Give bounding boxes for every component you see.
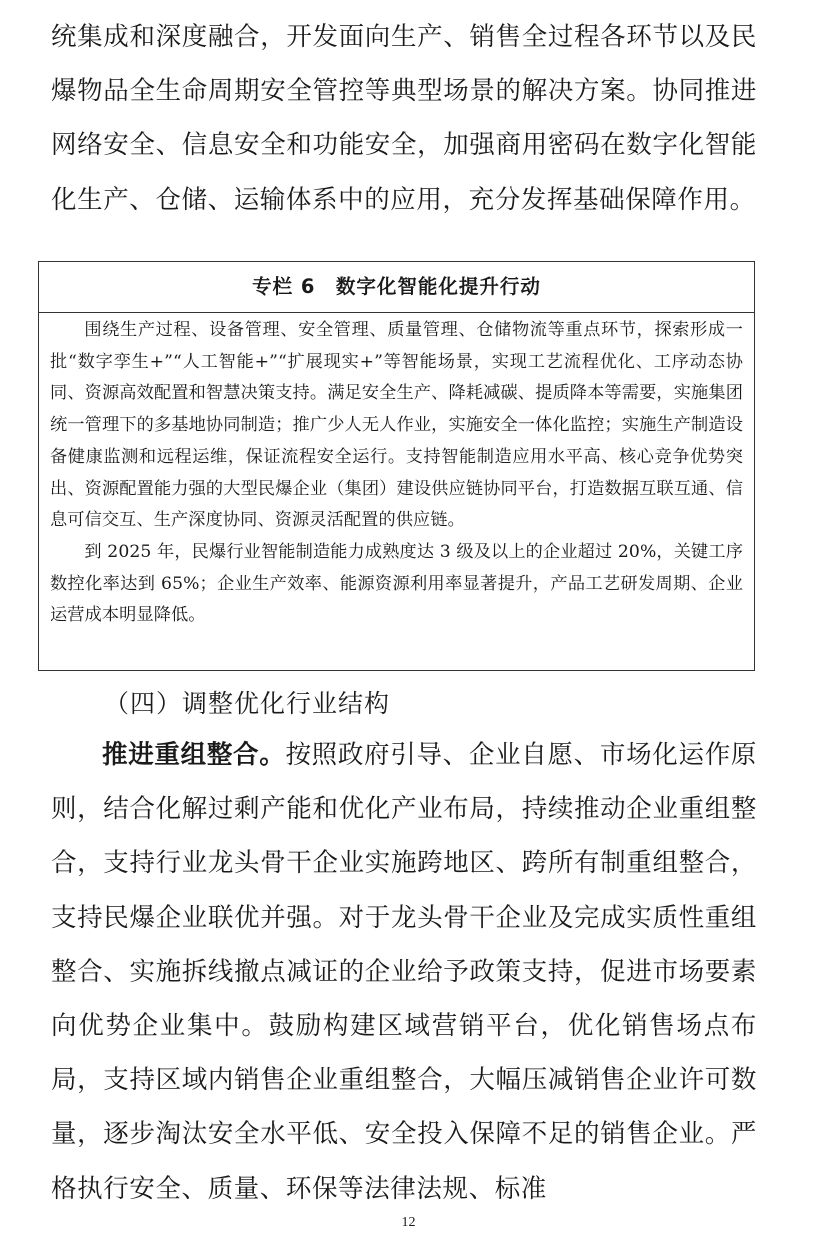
column-box-paragraph-2: 到 2025 年，民爆行业智能制造能力成熟度达 3 级及以上的企业超过 20%，关键工序数控化率达到 65%；企业生产效率、能源资源利用率显著提升，产品工艺研发周期、企业运营成本明显降低。 [50, 541, 743, 626]
column-box-body [39, 313, 754, 632]
body-paragraph-top: 统集成和深度融合，开发面向生产、销售全过程各环节以及民爆物品全生命周期安全管控等典型场景的解决方案。协同推进网络安全、信息安全和功能安全，加强商用密码在数字化智能化生产、仓储、运输体系中的应用，充分发挥基础保障作用。 [51, 22, 757, 215]
section-heading: （四）调整优化行业结构 [104, 689, 391, 718]
body-paragraph-restructuring [51, 728, 757, 1216]
column-box [38, 261, 755, 671]
paragraph-body-text: 按照政府引导、企业自愿、市场化运作原则，结合化解过剩产能和优化产业布局，持续推动企业重组整合，支持行业龙头骨干企业实施跨地区、跨所有制重组整合，支持民爆企业联优并强。对于龙头骨干企业及完成实质性重组整合、实施拆线撤点减证的企业给予政策支持，促进市场要素向优势企业集中。鼓励构建区域营销平台，优化销售场点布局，支持区域内销售企业重组整合，大幅压减销售企业许可数量，逐步淘汰安全水平低、安全投入保障不足的销售企业。严格执行安全、质量、环保等法律法规、标准 [51, 740, 757, 1204]
paragraph-lead-text: 推进重组整合。 [102, 740, 286, 770]
column-box-paragraph-1: 围绕生产过程、设备管理、安全管理、质量管理、仓储物流等重点环节，探索形成一批“数字孪生+”“人工智能+”“扩展现实+”等智能场景，实现工艺流程优化、工序动态协同、资源高效配置和智慧决策支持。满足安全生产、降耗减碳、提质降本等需要，实施集团统一管理下的多基地协同制造；推广少人无人作业，实施安全一体化监控；实施生产制造设备健康监测和远程运维，保证流程安全运行。支持智能制造应用水平高、核心竞争优势突出、资源配置能力强的大型民爆企业（集团）建设供应链协同平台，打造数据互联互通、信息可信交互、生产深度协同、资源灵活配置的供应链。 [50, 320, 743, 531]
column-box-title: 专栏 6 数字化智能化提升行动 [39, 262, 754, 313]
page-number: 12 [401, 1215, 416, 1230]
